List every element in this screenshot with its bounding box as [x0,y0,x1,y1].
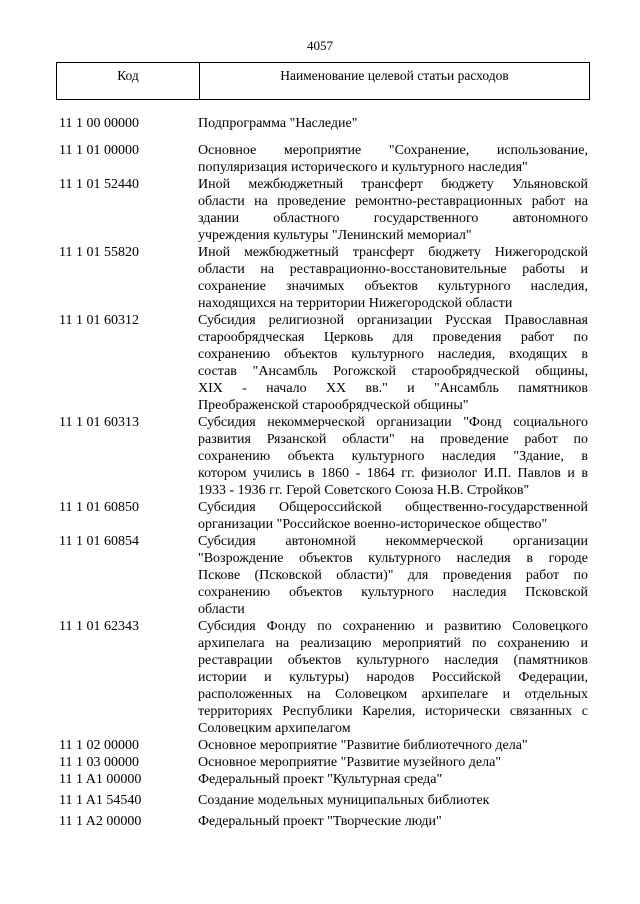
row-name-line: архипелага на реализацию мероприятий по сохранению и [198,636,588,651]
row-name-line: Основное мероприятие "Развитие библиотечного дела" [198,738,528,753]
table-row [56,142,590,176]
row-name-line: старообрядческая Церковь для проведения работ по [198,330,588,345]
row-name [198,176,588,244]
row-name-line: Субсидия Общероссийской общественно-государственной [198,500,588,515]
table-row [56,618,590,737]
row-code: 11 1 01 62343 [59,619,139,634]
row-code: 11 1 01 52440 [59,177,139,192]
row-name [198,312,588,414]
row-name-line: котором учились в 1860 - 1864 гг. физиолог И.П. Павлов и в [198,466,588,481]
row-name-line: популяризация исторического и культурного наследия" [198,160,528,175]
column-header-name: Наименование целевой статьи расходов [280,68,509,83]
row-code: 11 1 00 00000 [59,116,139,131]
row-name-line: XIX - начало XX вв." и "Ансамбль памятников [198,381,588,396]
row-code: 11 1 01 60850 [59,500,139,515]
row-name-line: Субсидия автономной некоммерческой организации [198,534,588,549]
row-name-line: Иной межбюджетный трансферт бюджету Нижегородской [198,245,588,260]
row-name-line: развития Рязанской области" на проведение работ по [198,432,588,447]
row-name [198,792,588,809]
row-code: 11 1 02 00000 [59,738,139,753]
row-name-line: Субсидия Фонду по сохранению и развитию Соловецкого [198,619,588,634]
row-name-line: области на реставрационно-восстановительные работы и [198,262,588,277]
row-name-line: Субсидия некоммерческой организации "Фонд социального [198,415,588,430]
row-code: 11 1 A1 00000 [59,772,142,787]
row-name [198,813,588,830]
row-code: 11 1 01 60312 [59,313,139,328]
row-name-line: здании областного государственного автономного [198,211,588,226]
row-name-line: Преображенской старообрядческой общины" [198,398,469,413]
row-code: 11 1 01 00000 [59,143,139,158]
row-code: 11 1 03 00000 [59,755,139,770]
table-row [56,737,590,754]
table-row [56,771,590,788]
row-name [198,737,588,754]
row-name-line: 1933 - 1936 гг. Герой Советского Союза Н.В. Стройков" [198,483,530,498]
row-name-line: сохранению объектов культурного наследия Псковской [198,585,588,600]
row-name [198,771,588,788]
row-name-line: Федеральный проект "Культурная среда" [198,772,443,787]
row-name-line: Пскове (Псковской области)" для проведения работ по [198,568,588,583]
row-name-line: состав "Ансамбль Рогожской старообрядческой общины, [198,364,588,379]
row-name-line: Подпрограмма "Наследие" [198,116,358,131]
row-name [198,142,588,176]
table-row [56,499,590,533]
row-name-line: "Возрождение объектов культурного наследия в городе [198,551,588,566]
row-name-line: Основное мероприятие "Развитие музейного дела" [198,755,502,770]
row-name-line: учреждения культуры "Ленинский мемориал" [198,228,472,243]
table-row [56,312,590,414]
row-name [198,618,588,737]
table-row [56,176,590,244]
row-code: 11 1 01 60854 [59,534,139,549]
row-name [198,244,588,312]
row-name-line: Субсидия религиозной организации Русская Православная [198,313,588,328]
row-name-line: Основное мероприятие "Сохранение, использование, [198,143,588,158]
table-row [56,813,590,830]
row-name-line: Иной межбюджетный трансферт бюджету Ульяновской [198,177,588,192]
row-name-line: территориях Республики Карелия, исторически связанных с [198,704,588,719]
row-name-line: реставрации объектов культурного наследия (памятников [198,653,588,668]
row-code: 11 1 A1 54540 [59,793,142,808]
row-code: 11 1 A2 00000 [59,814,142,829]
table-row [56,115,590,132]
row-name-line: сохранению объектов культурного наследия, входящих в [198,347,588,362]
row-name [198,754,588,771]
row-name-line: сохранению объекта культурного наследия "Здание, в [198,449,588,464]
row-name [198,414,588,499]
table-row [56,244,590,312]
table-row [56,792,590,809]
row-name-line: организации "Российское военно-историческое общество" [198,517,548,532]
row-code: 11 1 01 55820 [59,245,139,260]
row-name-line: Создание модельных муниципальных библиотек [198,793,490,808]
table-header [56,62,590,100]
table-row [56,414,590,499]
row-name-line: истории и культуры) народов Российской Федерации, [198,670,588,685]
row-name-line: Федеральный проект "Творческие люди" [198,814,442,829]
expense-items-list [56,115,590,830]
row-name [198,533,588,618]
row-name-line: находящихся на территории Нижегородской области [198,296,513,311]
page-number: 4057 [307,38,333,53]
row-code: 11 1 01 60313 [59,415,139,430]
row-name-line: области на проведение ремонтно-реставрационных работ на [198,194,588,209]
row-name [198,115,588,132]
table-row [56,754,590,771]
column-header-code: Код [57,63,200,99]
row-name-line: сохранение значимых объектов культурного наследия, [198,279,588,294]
row-name-line: Соловецким архипелагом [198,721,351,736]
row-name [198,499,588,533]
table-row [56,533,590,618]
row-name-line: расположенных на Соловецком архипелаге и отдельных [198,687,588,702]
row-name-line: области [198,602,245,617]
